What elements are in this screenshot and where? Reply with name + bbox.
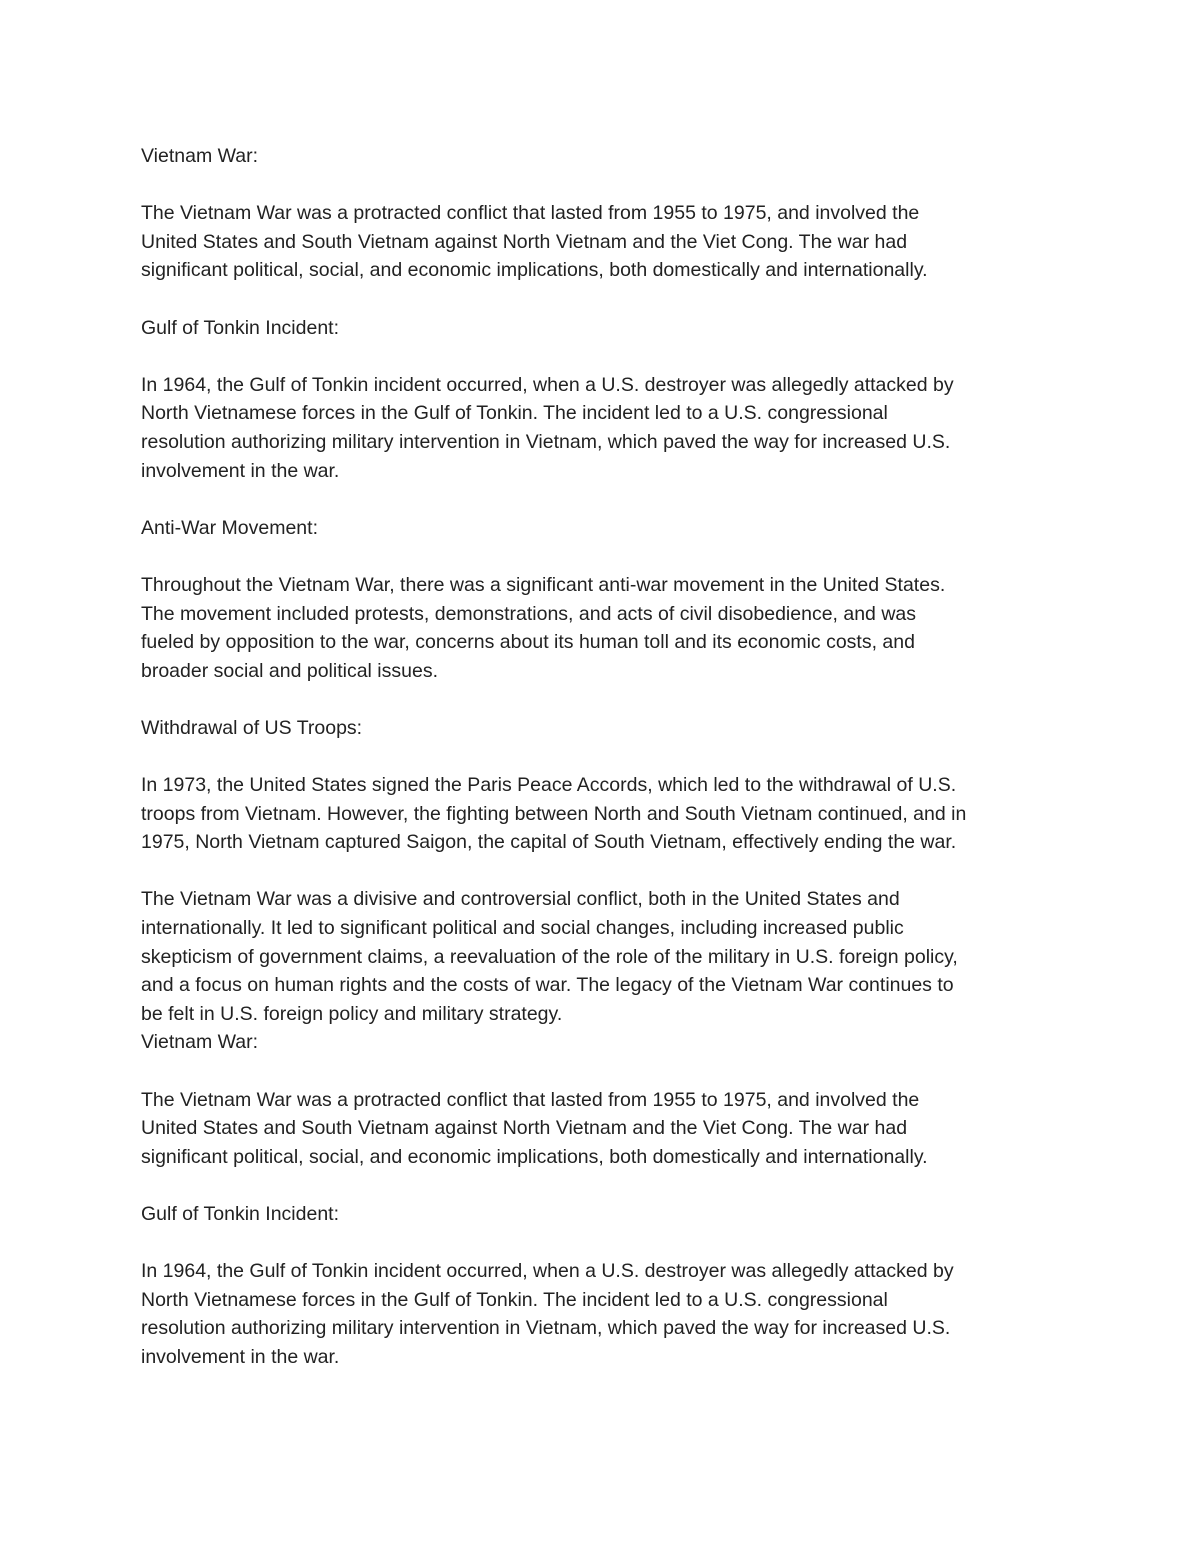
paragraph-line: fueled by opposition to the war, concerns about its human toll and its economic costs, and	[141, 631, 915, 654]
paragraph-line: significant political, social, and economic implications, both domestically and internationally.	[141, 259, 928, 282]
paragraph-line: 1975, North Vietnam captured Saigon, the capital of South Vietnam, effectively ending the war.	[141, 831, 957, 854]
paragraph-line: The Vietnam War was a divisive and controversial conflict, both in the United States and	[141, 888, 900, 911]
paragraph-line: The Vietnam War was a protracted conflict that lasted from 1955 to 1975, and involved the	[141, 202, 920, 225]
paragraph-line: and a focus on human rights and the costs of war. The legacy of the Vietnam War continues to	[141, 974, 954, 997]
paragraph-line: United States and South Vietnam against North Vietnam and the Viet Cong. The war had	[141, 1117, 908, 1140]
paragraph-line: involvement in the war.	[141, 459, 340, 482]
body-paragraph	[141, 1257, 1061, 1371]
body-paragraph	[141, 771, 1061, 857]
body-paragraph	[141, 571, 1061, 685]
body-paragraph	[141, 1086, 1061, 1172]
section-heading	[141, 314, 1061, 343]
paragraph-line: broader social and political issues.	[141, 659, 438, 682]
paragraph-line: In 1964, the Gulf of Tonkin incident occurred, when a U.S. destroyer was allegedly attacked by	[141, 1260, 954, 1283]
paragraph-line: The Vietnam War was a protracted conflict that lasted from 1955 to 1975, and involved the	[141, 1088, 920, 1111]
body-paragraph	[141, 885, 1061, 1057]
section-heading	[141, 142, 1061, 171]
paragraph-line: In 1964, the Gulf of Tonkin incident occurred, when a U.S. destroyer was allegedly attacked by	[141, 373, 954, 396]
heading-text: Gulf of Tonkin Incident:	[141, 1202, 340, 1225]
body-paragraph	[141, 199, 1061, 285]
paragraph-line: involvement in the war.	[141, 1345, 340, 1368]
paragraph-line: be felt in U.S. foreign policy and military strategy.	[141, 1002, 563, 1025]
paragraph-line: North Vietnamese forces in the Gulf of Tonkin. The incident led to a U.S. congressional	[141, 402, 888, 425]
paragraph-line: The movement included protests, demonstrations, and acts of civil disobedience, and was	[141, 602, 917, 625]
paragraph-line: In 1973, the United States signed the Paris Peace Accords, which led to the withdrawal of U.S.	[141, 774, 957, 797]
paragraph-line: skepticism of government claims, a reevaluation of the role of the military in U.S. foreign policy,	[141, 945, 958, 968]
paragraph-spacer	[141, 342, 1061, 371]
heading-text: Withdrawal of US Troops:	[141, 716, 363, 739]
body-paragraph	[141, 371, 1061, 485]
paragraph-spacer	[141, 1057, 1061, 1086]
paragraph-line: resolution authorizing military intervention in Vietnam, which paved the way for increased U.S.	[141, 430, 951, 453]
paragraph-spacer	[141, 542, 1061, 571]
paragraph-line: troops from Vietnam. However, the fighting between North and South Vietnam continued, and in	[141, 802, 967, 825]
paragraph-spacer	[141, 1171, 1061, 1200]
paragraph-spacer	[141, 285, 1061, 314]
paragraph-line: United States and South Vietnam against North Vietnam and the Viet Cong. The war had	[141, 230, 908, 253]
paragraph-line: Throughout the Vietnam War, there was a significant anti-war movement in the United States.	[141, 573, 946, 596]
paragraph-line: resolution authorizing military intervention in Vietnam, which paved the way for increased U.S.	[141, 1317, 951, 1340]
section-heading	[141, 514, 1061, 543]
paragraph-spacer	[141, 1229, 1061, 1258]
document-page	[141, 142, 1061, 1372]
paragraph-spacer	[141, 742, 1061, 771]
paragraph-spacer	[141, 485, 1061, 514]
heading-text: Gulf of Tonkin Incident:	[141, 316, 340, 339]
paragraph-spacer	[141, 857, 1061, 886]
paragraph-line: internationally. It led to significant political and social changes, including increased public	[141, 917, 904, 940]
paragraph-spacer	[141, 171, 1061, 200]
heading-text: Vietnam War:	[141, 145, 259, 167]
paragraph-line: Vietnam War:	[141, 1031, 259, 1054]
paragraph-spacer	[141, 685, 1061, 714]
paragraph-line: significant political, social, and economic implications, both domestically and internationally.	[141, 1145, 928, 1168]
paragraph-line: North Vietnamese forces in the Gulf of Tonkin. The incident led to a U.S. congressional	[141, 1288, 888, 1311]
section-heading	[141, 1200, 1061, 1229]
heading-text: Anti-War Movement:	[141, 516, 318, 539]
section-heading	[141, 714, 1061, 743]
